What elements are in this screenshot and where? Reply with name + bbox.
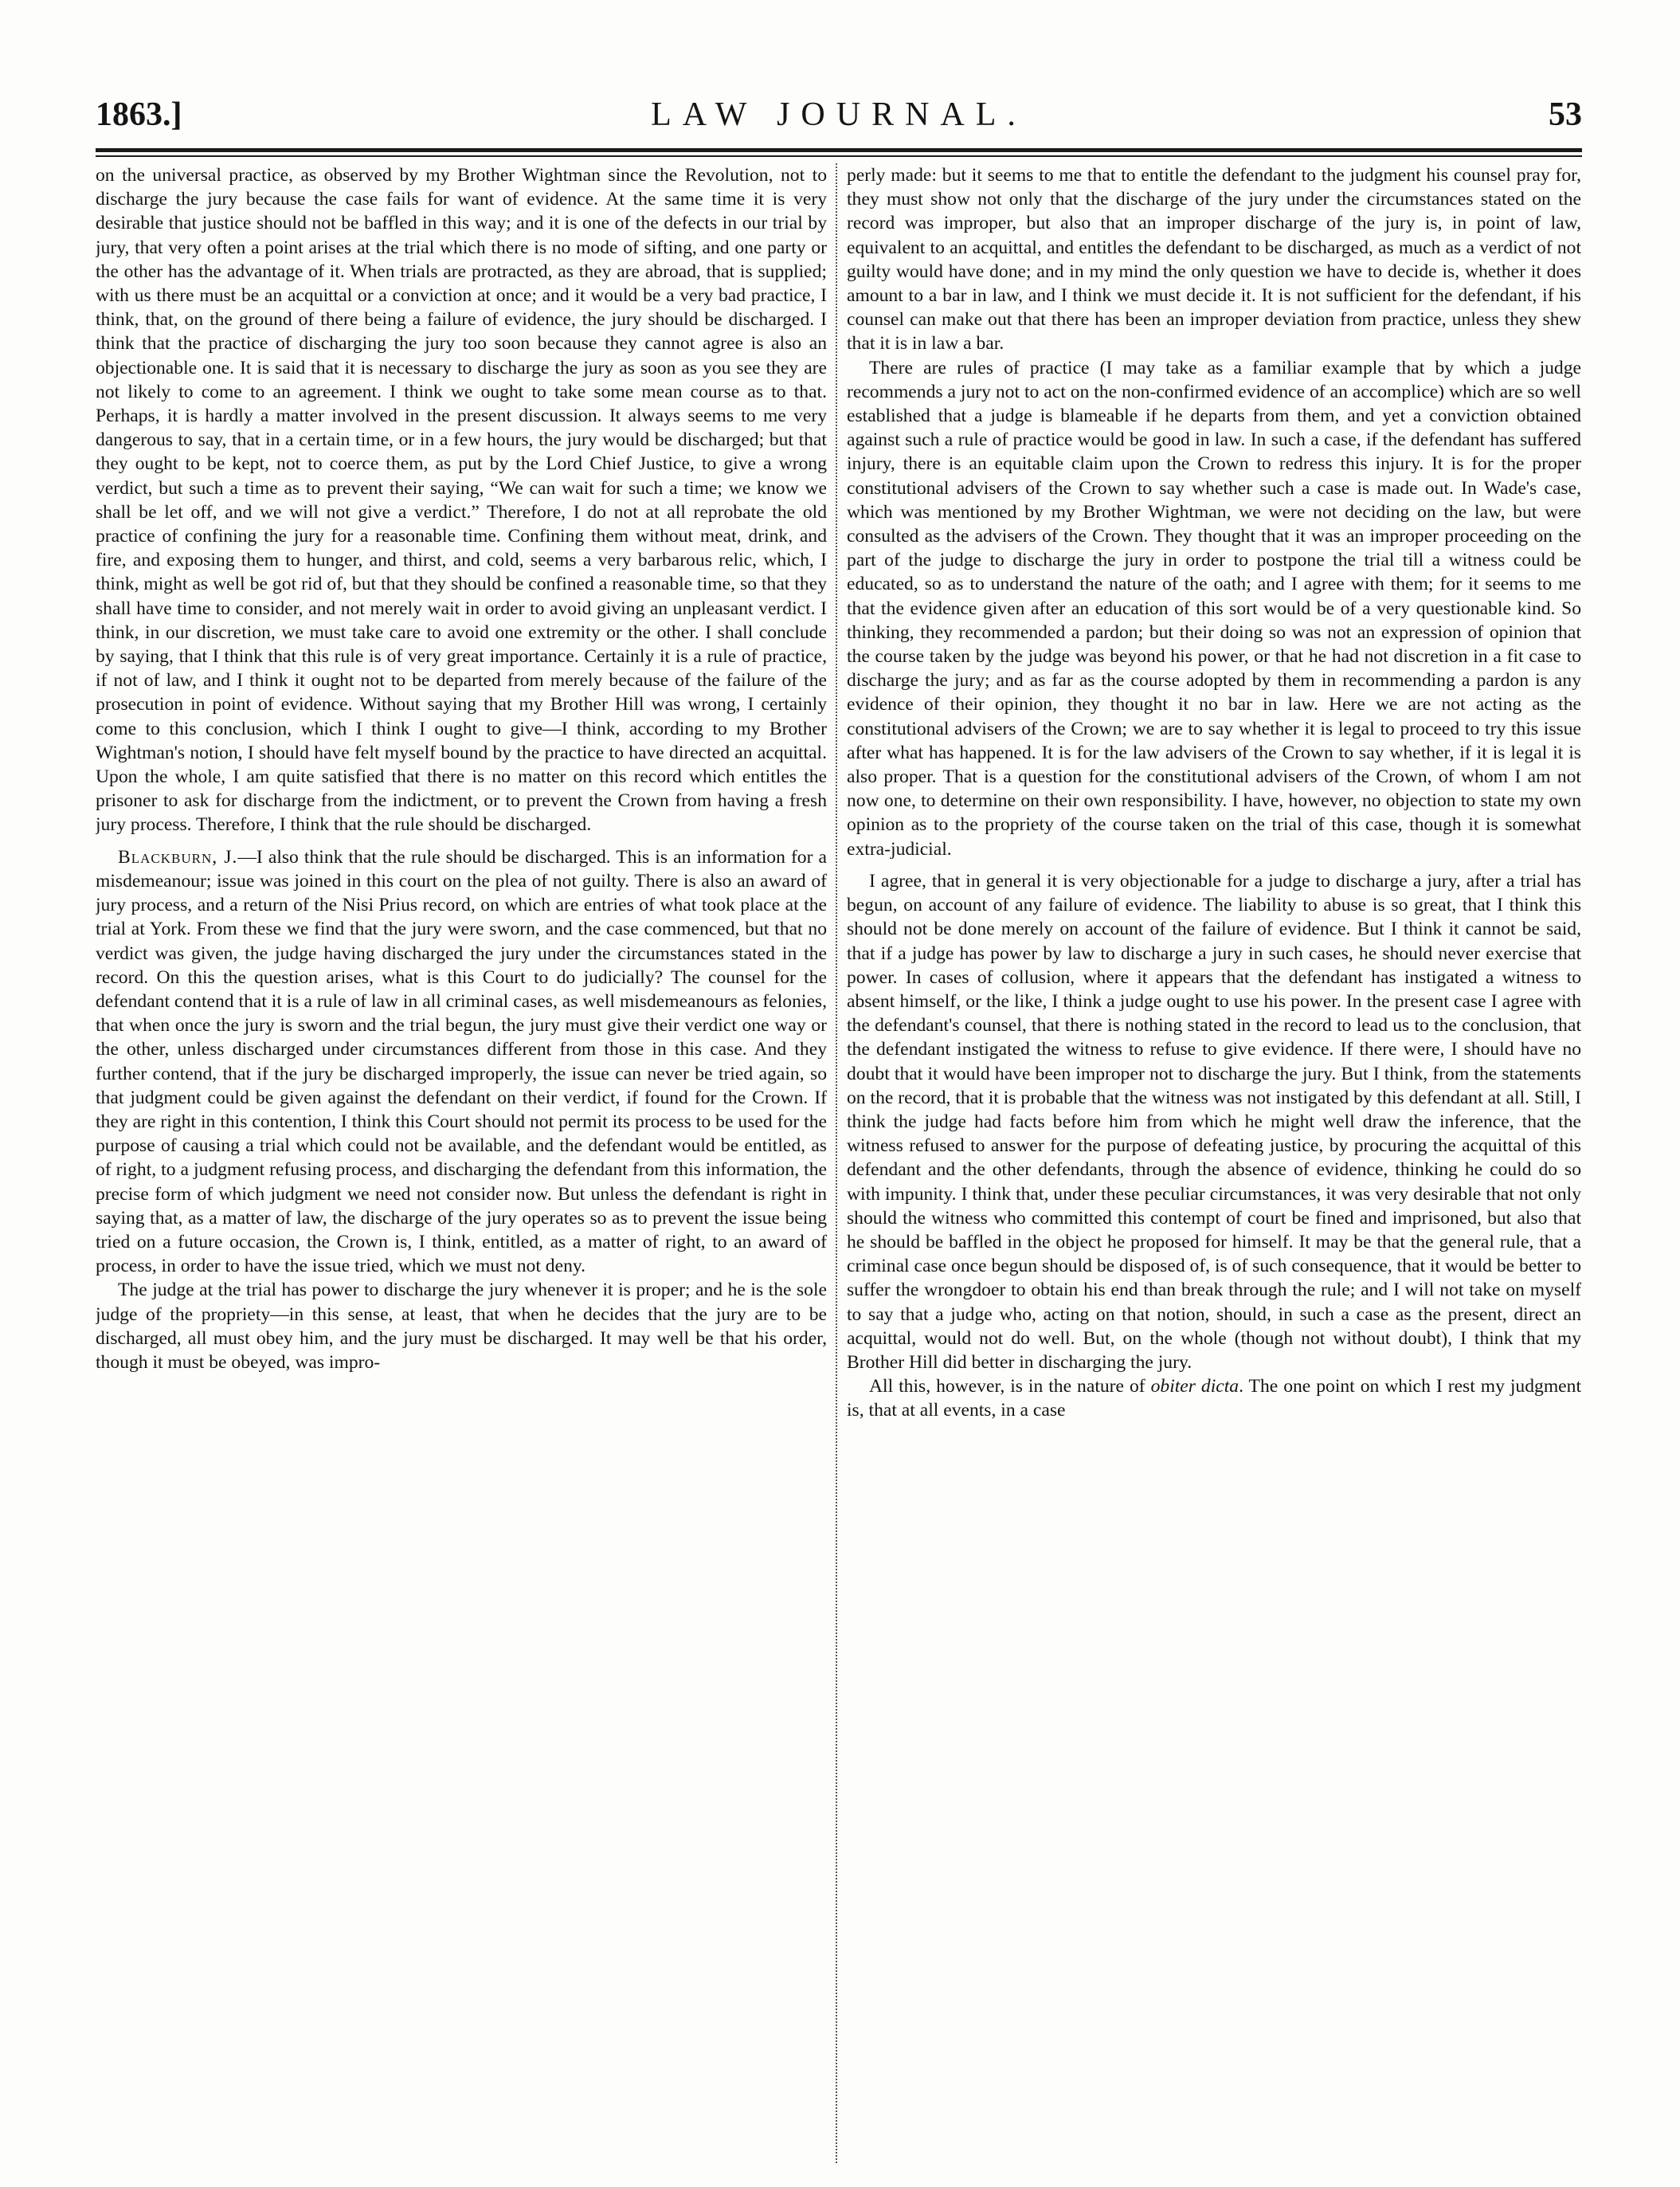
page-number: 53	[1549, 96, 1582, 133]
paragraph: There are rules of practice (I may take as a familiar example that by which a judge recommends a jury not to act on the non-confirmed evidence of an accomplice) which are so well established that a judge is blameable if he departs from them, and yet a conviction obtained against such a rule of practice would be good in law. In such a case, if the defendant has suffered injury, there is an equitable claim upon the Crown to redress this injury. It is for the proper constitutional advisers of the Crown to say whether such a case is made out. In Wade's case, which was mentioned by my Brother Wightman, we were not deciding on the law, but were consulted as the advisers of the Crown. They thought that it was an improper proceeding on the part of the judge to discharge the jury in order to postpone the trial till a witness could be educated, so as to understand the nature of the oath; and I agree with them; for it seems to me that the evidence given after an education of this sort would be of a very questionable kind. So thinking, they recommended a pardon; but their doing so was not an expression of opinion that the course taken by the judge was beyond his power, or that he had not discretion in a fit case to discharge the jury; and as far as the course adopted by them in recommending a pardon is any evidence of their opinion, they thought it no bar in law. Here we are not acting as the constitutional advisers of the Crown; we are to say whether it is legal to proceed to try this issue after what has happened. It is for the law advisers of the Crown to say whether, if it is legal it is also proper. That is a question for the constitutional advisers of the Crown, of whom I am not now one, to determine on their own responsibility. I have, however, no objection to state my own opinion as to the propriety of the course taken on the trial of this case, though it is somewhat extra-judicial.	[847, 357, 1581, 860]
paragraph: perly made: but it seems to me that to entitle the defendant to the judgment his counsel pray for, they must show not only that the discharge of the jury under the circumstances stated on the record was improper, but also that an improper discharge of the jury is, in point of law, equivalent to an acquittal, and entitles the defendant to be discharged, as much as a verdict of not guilty would have done; and in my mind the only question we have to decide is, whether it does amount to a bar in law, and I think we must decide it. It is not sufficient for the defendant, if his counsel can make out that there has been an improper deviation from practice, unless they shew that it is in law a bar.	[847, 165, 1581, 355]
column-divider	[836, 163, 838, 2163]
right-column	[847, 163, 1581, 2163]
latin-phrase: obiter dicta	[1150, 1376, 1239, 1397]
running-header	[96, 96, 1582, 143]
speaker-name: Blackburn, J.	[118, 846, 238, 868]
paragraph: I agree, that in general it is very objectionable for a judge to discharge a jury, after a trial has begun, on account of any failure of evidence. The liability to abuse is so great, that I think this should not be done merely on account of the failure of evidence. But I think it cannot be said, that if a judge has power by law to discharge a jury in such cases, he should never exercise that power. In cases of collusion, where it appears that the defendant has instigated a witness to absent himself, or the like, I think a judge ought to use his power. In the present case I agree with the defendant's counsel, that there is nothing stated in the record to lead us to the conclusion, that the defendant instigated the witness to refuse to give evidence. If there were, I should have no doubt that it would have been improper not to discharge the jury. But I think, from the statements on the record, that it is probable that the witness was not instigated by this defendant at all. Still, I think the judge had facts before him from which he might well draw the inference, that the witness refused to answer for the purpose of defeating justice, by procuring the acquittal of this defendant and the other defendants, through the absence of evidence, thinking he could do so with impunity. I think that, under these peculiar circumstances, it was very desirable that not only should the witness who committed this contempt of court be fined and imprisoned, but also that he should be baffled in the object he proposed for himself. It may be that the general rule, that a criminal case once begun should be disposed of, is of such consequence, that it would be better to suffer the wrongdoer to obtain his end than break through the rule; and I will not take on myself to say that a judge who, acting on that notion, should, in such a case as the present, direct an acquittal, would not do well. But, on the whole (though not without doubt), I think that my Brother Hill did better in discharging the jury.	[847, 870, 1581, 1373]
header-rule-thick	[96, 148, 1582, 152]
paragraph-text: . The one point on which I rest my judgment is, that at all events, in a case	[847, 1376, 1581, 1421]
paragraph: on the universal practice, as observed by my Brother Wightman since the Revolution, not to discharge the jury because the case fails for want of evidence. At the same time it is very desirable that justice should not be baffled in this way; and it is one of the defects in our trial by jury, that very often a point arises at the trial which there is no mode of sifting, and one party or the other has the advantage of it. When trials are protracted, as they are abroad, that is supplied; with us there must be an acquittal or a conviction at once; and it would be a very bad practice, I think, that, on the ground of there being a failure of evidence, the jury should be discharged. I think that the practice of discharging the jury too soon because they cannot agree is also an objectionable one. It is said that it is necessary to discharge the jury as soon as you see they are not likely to come to an agreement. I think we ought to take some mean course as to that. Perhaps, it is hardly a matter involved in the present discussion. It always seems to me very dangerous to say, that in a certain time, or in a few hours, the jury would be discharged; but that they ought to be kept, not to coerce them, as put by the Lord Chief Justice, to give a wrong verdict, but such a time as to prevent their saying, “We can wait for such a time; we know we shall be let off, and we will not give a verdict.” Therefore, I do not at all reprobate the old practice of confining the jury for a reasonable time. Confining them without meat, drink, and fire, and exposing them to hunger, and thirst, and cold, seems a very barbarous relic, which, I think, might as well be got rid of, but that they should be confined a reasonable time, so that they shall have time to consider, and not merely wait in order to avoid giving an unpleasant verdict. I think, in our discretion, we must take care to avoid one extremity or the other. I shall conclude by saying, that I think that this rule is of very great importance. Certainly it is a rule of practice, if not of law, and I think it ought not to be departed from merely because of the failure of the prosecution in point of evidence. Without saying that my Brother Hill was wrong, I certainly come to this conclusion, which I think I ought to give—I think, according to my Brother Wightman's notion, I should have felt myself bound by the practice to have directed an acquittal. Upon the whole, I am quite satisfied that there is no matter on this record which entitles the prisoner to ask for discharge from the indictment, or to prevent the Crown from having a fresh jury process. Therefore, I think that the rule should be discharged.	[96, 165, 827, 836]
paragraph-text: —I also think that the rule should be discharged. This is an information for a misdemeanour; issue was joined in this court on the plea of not guilty. There is also an award of jury process, and a return of the Nisi Prius record, on which are entries of what took place at the trial at York. From these we find that the jury were sworn, and the case commenced, but that no verdict was given, the judge having discharged the jury under the circumstances stated in the record. On this the question arises, what is this Court to do judicially? The counsel for the defendant contend that it is a rule of law in all criminal cases, as well misdemeanours as felonies, that when once the jury is sworn and the trial begun, the jury must give their verdict one way or the other, unless discharged under circumstances different from those in this case. And they further contend, that if the jury be discharged improperly, the issue can never be tried again, so that judgment could be given against the defendant on their verdict, if found for the Crown. If they are right in this contention, I think this Court should not permit its process to be used for the purpose of causing a trial which could not be available, and the defendant would be entitled, as of right, to a judgment refusing process, and discharging the defendant from this information, the precise form of which judgment we need not consider now. But unless the defendant is right in saying that, as a matter of law, the discharge of the jury operates so as to prevent the issue being tried on a future occasion, the Crown is, I think, entitled, as a matter of right, to an award of process, in order to have the issue tried, which we must not deny.	[96, 846, 827, 1277]
paragraph-final	[847, 1374, 1581, 1422]
paragraph-text: All this, however, is in the nature of	[869, 1376, 1151, 1397]
paragraph-blackburn	[96, 845, 827, 1279]
header-title: LAW JOURNAL.	[651, 96, 1027, 133]
left-column	[96, 163, 827, 2163]
paragraph: The judge at the trial has power to discharge the jury whenever it is proper; and he is the sole judge of the propriety—in this sense, at least, that when he decides that the jury are to be discharged, all must obey him, and the jury must be discharged. It may well be that his order, though it must be obeyed, was impro-	[96, 1280, 827, 1373]
header-year: 1863.]	[96, 96, 182, 133]
header-rule-thin	[96, 155, 1582, 157]
